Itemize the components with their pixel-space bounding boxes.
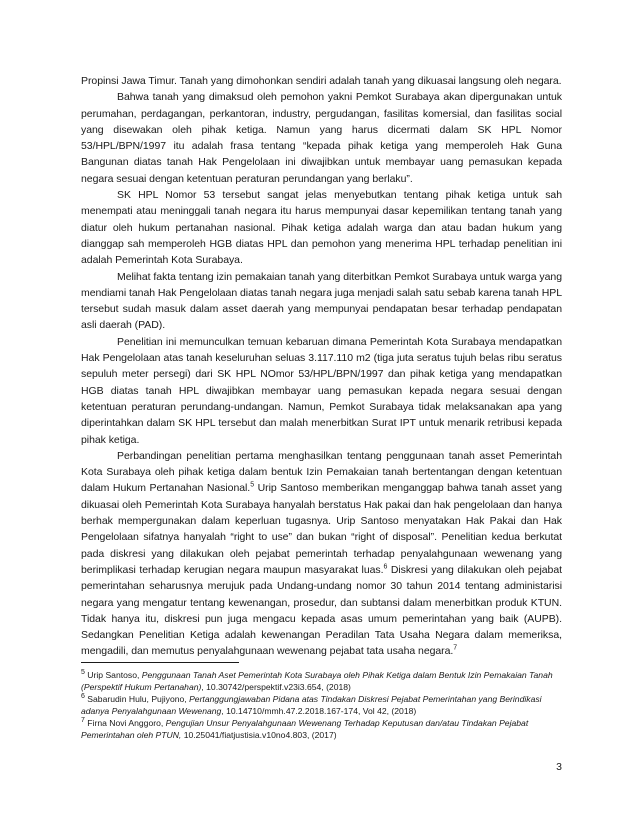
citation-title: Pengujian Unsur Penyalahgunaan Wewenang Terhadap Keputusan dan/atau Tindakan Pejabat Pemerintahan oleh PTUN, — [81, 718, 529, 741]
footnote-ref: 5 — [250, 481, 255, 489]
citation-title: Pertanggungjawaban Pidana atas Tindakan Diskresi Pejabat Pemerintahan yang Berindikasi adanya Penyalahgunaan Wewenang — [81, 694, 542, 717]
footnote — [81, 669, 562, 693]
text-run: Melihat fakta tentang izin pemakaian tanah yang diterbitkan Pemkot Surabaya untuk warga yang mendiami tanah Hak Pengelolaan diatas tanah negara juga menjadi salah satu sebab karena tanah HPL tersebut sudah masuk dalam asset daerah yang mempunyai pendapatan besar terhadap pendapatan asli daerah (PAD). — [81, 270, 562, 332]
text-run: Penelitian ini memunculkan temuan kebaruan dimana Pemerintah Kota Surabaya mendapatkan Hak Pengelolaan atas tanah keseluruhan seluas 3.117.110 m2 (tiga juta seratus tujuh belas ribu seratus sepuluh meter persegi) dari SK HPL NOmor 53/HPL/BPN/1997 dan pihak ketiga yang mendapatkan HGB diatas tanah HPL diwajibkan membayar uang pemasukan kepada negara sesuai dengan ketentuan peraturan perundang-undangan. Namun, Pemkot Surabaya tidak melaksanakan apa yang diperintahkan dalam SK HPL tersebut dan malah menerbitkan Surat IPT untuk menarik retribusi kepada pihak ketiga. — [81, 335, 562, 446]
text-run: Urip Santoso, — [87, 670, 142, 680]
footnote-number: 6 — [81, 693, 85, 701]
text-run: Propinsi Jawa Timur. Tanah yang dimohonkan sendiri adalah tanah yang dikuasai langsung oleh negara. — [81, 75, 562, 87]
footnote-separator — [81, 662, 239, 663]
footnote-number: 7 — [81, 717, 85, 725]
text-run: Bahwa tanah yang dimaksud oleh pemohon yakni Pemkot Surabaya akan dipergunakan untuk perumahan, perdagangan, perkantoran, industry, pergudangan, fasilitas komersial, dan fasilitas social yang disewakan oleh pihak ketiga. Namun yang harus dicermati dalam SK HPL Nomor 53/HPL/BPN/1997 itu adalah frasa tentang “kepada pihak ketiga yang memperoleh Hak Guna Bangunan diatas tanah Hak Pengelolaan ini diwajibkan untuk membayar uang pemasukan kepada negara sesuai dengan ketentuan peraturan perundangan yang berlaku”. — [81, 91, 562, 185]
paragraph — [81, 334, 562, 448]
footnote — [81, 717, 562, 741]
footnote-ref: 6 — [383, 563, 388, 571]
footnote-number: 5 — [81, 669, 85, 677]
body-text — [81, 73, 562, 660]
paragraph — [81, 73, 562, 89]
footnote — [81, 693, 562, 717]
paragraph — [81, 269, 562, 334]
page-number: 3 — [556, 761, 562, 773]
paragraph — [81, 89, 562, 187]
text-run: , 10.14710/mmh.47.2.2018.167-174, Vol 42, (2018) — [221, 706, 417, 717]
text-run: Diskresi yang dilakukan oleh pejabat pemerintahan seharusnya merujuk pada Undang-undang nomor 30 tahun 2014 tentang administarisi negara yang mengatur tentang kewenangan, prosedur, dan subtansi dalam menerbitkan produk KTUN. Tidak hanya itu, diskresi pun juga mengacu kepada asas umum pemerintahan yang baik (AUPB). Sedangkan Penelitian Ketiga adalah kewenangan Peradilan Tata Usaha Negara dalam memeriksa, mengadili, dan memutus penyalahgunaan wewenang pejabat tata usaha negara. — [81, 563, 563, 658]
text-run: Sabarudin Hulu, Pujiyono, — [87, 694, 190, 705]
text-run: 10.25041/fiatjustisia.v10no4.803, (2017) — [181, 730, 337, 741]
text-run: , 10.30742/perspektif.v23i3.654, (2018) — [201, 682, 351, 693]
paragraph — [81, 187, 562, 268]
text-run: Urip Santoso memberikan menganggap bahwa tanah asset yang dikuasai oleh Pemerintah Kota Surabaya hanyalah berstatus Hak pakai dan hak pengelolaan dan hanya berhak mempergunakan dalam keperluan tugasnya. Urip Santoso menyatakan Hak Pakai dan Hak Pengelolaan sifatnya hanyalah “right to use” dan bukan “right of disposal”. Penelitian kedua berkutat pada diskresi yang dilakukan oleh pejabat pemerintah terhadap penyalahgunaan wewenang yang berimplikasi terhadap kerugian negara maupun masyarakat luas. — [81, 482, 563, 576]
text-run: Perbandingan penelitian pertama menghasilkan tentang penggunaan tanah asset Pemerintah Kota Surabaya oleh pihak ketiga dalam bentuk Izin Pemakaian tanah bertentangan dengan ketentuan dalam Hukum Pertanahan Nasional. — [81, 449, 562, 495]
text-run: SK HPL Nomor 53 tersebut sangat jelas menyebutkan tentang pihak ketiga untuk sah menempati atau meninggali tanah negara itu harus mempunyai dasar kepemilikan tentang tanah yang diatur oleh hukum pertanahan nasional. Pihak ketiga adalah warga dan atau badan hukum yang dianggap sah memperoleh HGB diatas HPL dan pemohon yang menerima HPL terhadap penelitian ini adalah Pemerintah Kota Surabaya. — [81, 189, 562, 267]
footnotes — [81, 669, 562, 742]
citation-title: Penggunaan Tanah Aset Pemerintah Kota Surabaya oleh Pihak Ketiga dalam Bentuk Izin Pemakaian Tanah (Perspektif Hukum Pertanahan) — [81, 670, 553, 693]
footnote-ref: 7 — [453, 644, 458, 652]
text-run: Firna Novi Anggoro, — [87, 718, 166, 729]
paragraph — [81, 448, 562, 660]
